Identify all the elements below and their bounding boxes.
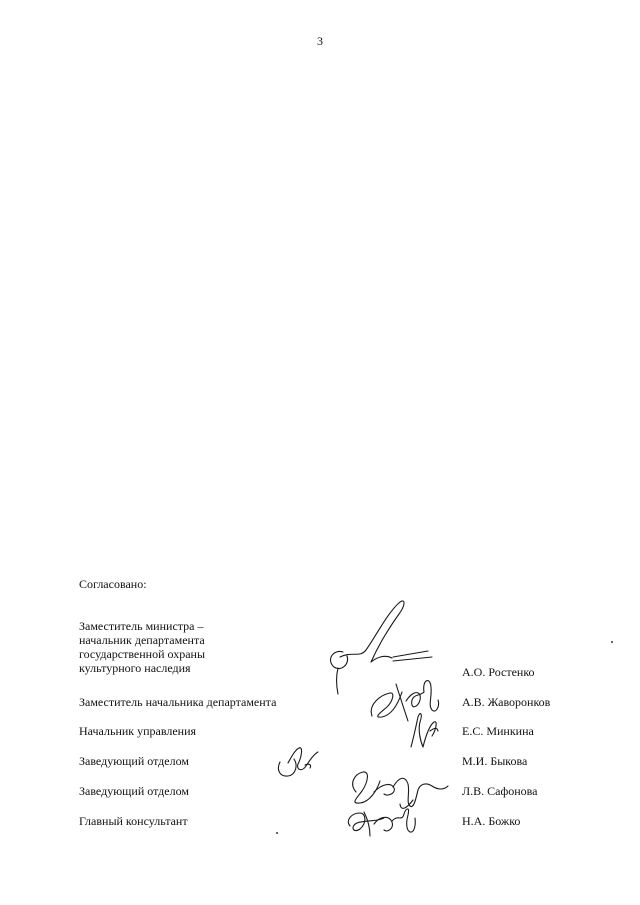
signatory-name: М.И. Быкова (462, 754, 528, 768)
signatory-position (79, 695, 276, 709)
signatory-position (79, 784, 189, 798)
scan-speck (276, 832, 278, 834)
position-line: государственной охраны (79, 647, 206, 661)
signatory-name: А.О. Ростенко (462, 665, 535, 679)
position-line: Начальник управления (79, 724, 197, 738)
signatory-position (79, 619, 205, 675)
signatory-position (79, 814, 188, 828)
position-line: Заведующий отделом (79, 754, 189, 768)
signature-safonova-icon (353, 772, 448, 808)
position-line: Заместитель министра – (79, 619, 204, 633)
position-line: начальник департамента (79, 633, 205, 647)
page-number: 3 (317, 34, 323, 48)
signatory-position (79, 724, 196, 738)
signatory-name: Л.В. Сафонова (462, 784, 538, 798)
signatory-name: Н.А. Божко (462, 814, 521, 828)
approval-heading: Согласовано: (79, 577, 147, 591)
position-line: Заведующий отделом (79, 784, 189, 798)
signatory-name: Е.С. Минкина (462, 724, 534, 738)
signatory-name: А.В. Жаворонков (462, 695, 551, 709)
position-line: Заместитель начальника департамента (79, 695, 277, 709)
position-line: Главный консультант (79, 814, 188, 828)
signature-zhavoronkov-icon (371, 681, 438, 721)
signature-bozhko-icon (348, 809, 415, 836)
signature-minkina-icon (411, 714, 438, 747)
signature-bykova-icon (278, 748, 318, 776)
signatory-position (79, 754, 189, 768)
signature-rostenko-icon (331, 601, 432, 694)
position-line: культурного наследия (79, 661, 191, 675)
scan-speck (611, 641, 613, 643)
